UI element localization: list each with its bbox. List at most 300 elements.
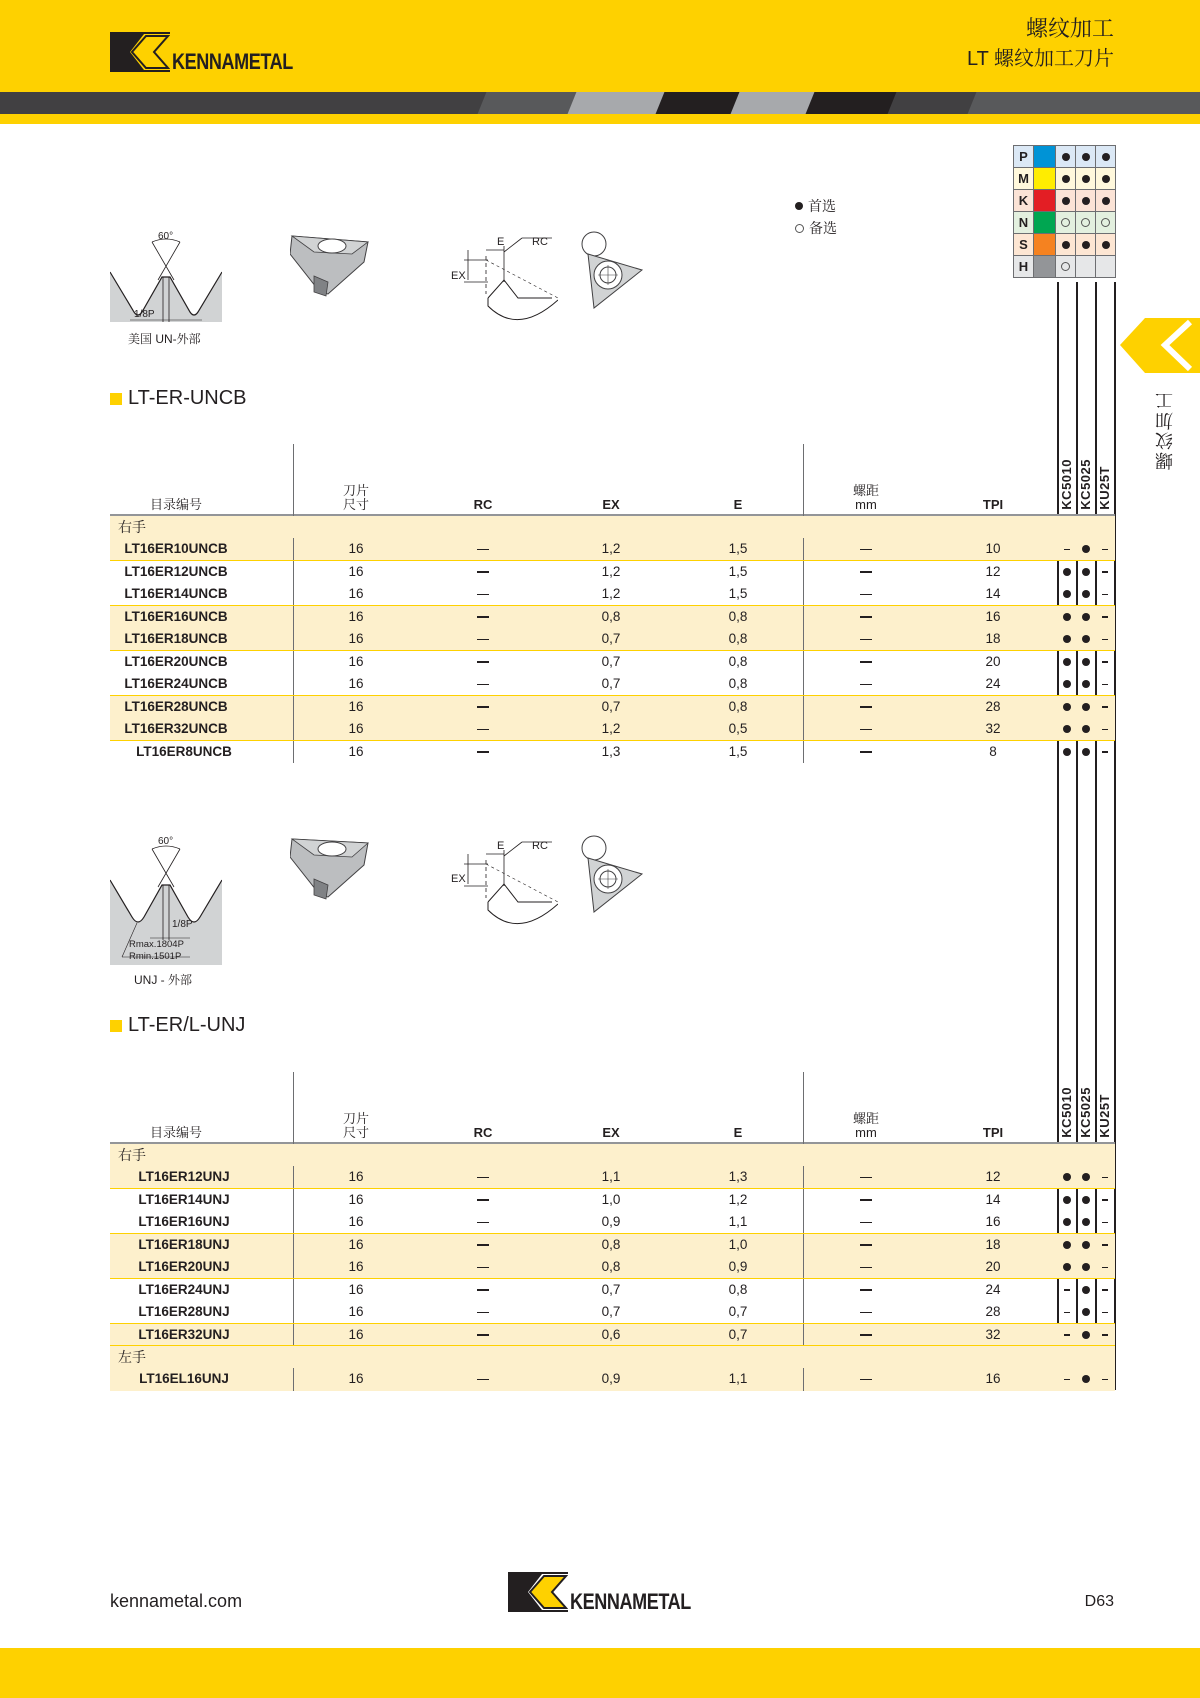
grade-availability	[1058, 696, 1076, 719]
grade-availability	[1096, 1211, 1114, 1234]
grade-availability	[1077, 1368, 1095, 1391]
column-header-e: E	[733, 497, 743, 512]
filled-dot-icon	[1082, 725, 1090, 733]
column-divider	[803, 583, 804, 606]
product-table-uncb	[110, 436, 1115, 763]
dash-icon	[860, 1334, 872, 1335]
table-row[interactable]	[110, 1279, 1115, 1302]
grade-availability	[1096, 1368, 1114, 1391]
insert-size: 16	[348, 698, 364, 714]
grade-suitability	[1096, 212, 1116, 234]
tpi-value: 12	[985, 1169, 1001, 1184]
material-row-k	[1014, 190, 1116, 212]
angle-label: 60°	[158, 836, 174, 847]
side-tab-label: 螺纹加工	[1155, 390, 1175, 470]
grade-availability	[1077, 673, 1095, 696]
e-value: 1,5	[728, 586, 748, 601]
e-value: 1,5	[728, 743, 748, 759]
column-divider	[803, 1279, 804, 1302]
ex-value: 0,7	[601, 1304, 621, 1319]
rc-value	[453, 1166, 513, 1189]
pitch-mm-value	[836, 741, 896, 764]
grade-suitability	[1076, 256, 1096, 278]
e-value: 1,5	[728, 541, 748, 556]
tpi-value: 20	[985, 653, 1001, 669]
column-header-code: 目录编号	[149, 1125, 202, 1140]
filled-dot-icon	[1062, 175, 1070, 183]
insert-size: 16	[348, 563, 364, 579]
pitch-mm-value	[836, 1301, 896, 1324]
tpi-value: 28	[985, 698, 1001, 714]
insert-size: 16	[348, 1326, 364, 1342]
rc-value	[453, 651, 513, 674]
insert-size: 16	[348, 743, 364, 759]
dash-icon	[1102, 594, 1108, 596]
filled-dot-icon	[1082, 1263, 1090, 1271]
grade-availability	[1096, 561, 1114, 584]
table-row[interactable]	[110, 1211, 1115, 1234]
material-color-swatch	[1034, 234, 1056, 256]
angle-label: 60°	[158, 231, 174, 242]
column-header-tpi: TPI	[982, 497, 1004, 512]
tpi-value: 16	[985, 1214, 1001, 1229]
table-row[interactable]	[110, 1234, 1115, 1257]
section-title-text: LT-ER/L-UNJ	[128, 1014, 246, 1036]
pitch-mm-value	[836, 1368, 896, 1391]
column-divider	[293, 1301, 294, 1324]
dash-icon	[860, 549, 872, 550]
grade-suitability	[1076, 212, 1096, 234]
insert-size: 16	[348, 653, 364, 669]
column-divider	[293, 1234, 294, 1257]
filled-dot-icon	[1082, 241, 1090, 249]
column-header-pitch: 螺距 mm	[852, 483, 879, 512]
table-row[interactable]	[110, 1368, 1115, 1391]
ex-value: 0,8	[601, 1236, 621, 1252]
table-row[interactable]	[110, 1324, 1115, 1347]
rc-value	[453, 1256, 513, 1279]
filled-dot-icon	[1082, 1241, 1090, 1249]
pitch-mm-value	[836, 1279, 896, 1302]
insert-size: 16	[348, 608, 364, 624]
filled-dot-icon	[1082, 1331, 1090, 1339]
column-divider	[803, 606, 804, 629]
e-value: 0,8	[728, 1281, 748, 1297]
filled-dot-icon	[1102, 241, 1110, 249]
filled-dot-icon	[1082, 1375, 1090, 1383]
dash-icon	[860, 594, 872, 595]
grade-availability	[1077, 718, 1095, 741]
insert-3d-image	[290, 232, 375, 307]
tpi-value: 14	[985, 586, 1001, 601]
material-group-table	[1013, 145, 1116, 278]
column-divider	[293, 1279, 294, 1302]
rc-value	[453, 1368, 513, 1391]
pitch-label: 1/8P	[172, 919, 193, 930]
row-separator	[110, 740, 1115, 742]
insert-size: 16	[348, 631, 364, 646]
grade-suitability	[1096, 256, 1116, 278]
grade-suitability	[1096, 168, 1116, 190]
dash-icon	[860, 661, 872, 662]
rmax-label: Rmax.1804P	[129, 939, 184, 950]
column-divider	[293, 1368, 294, 1391]
dash-icon	[1102, 706, 1108, 708]
kennametal-k-icon	[508, 1572, 568, 1612]
dash-icon	[477, 1199, 489, 1200]
e-value: 0,7	[728, 1304, 748, 1319]
e-value: 0,5	[728, 721, 748, 736]
filled-dot-icon	[1082, 680, 1090, 688]
rc-value	[453, 1189, 513, 1212]
catalog-number: LT16ER20UNJ	[138, 1259, 230, 1274]
column-divider	[293, 1166, 294, 1189]
e-value: 1,1	[728, 1214, 748, 1229]
pitch-mm-value	[836, 1211, 896, 1234]
filled-dot-icon	[1082, 635, 1090, 643]
column-divider	[803, 696, 804, 719]
grade-availability	[1077, 1211, 1095, 1234]
table-row[interactable]	[110, 628, 1115, 651]
grade-suitability	[1096, 190, 1116, 212]
grade-suitability	[1056, 190, 1076, 212]
column-divider	[803, 1324, 804, 1347]
material-row-n	[1014, 212, 1116, 234]
grade-availability	[1096, 1324, 1114, 1347]
filled-dot-icon	[1063, 635, 1071, 643]
catalog-number: LT16ER14UNCB	[124, 586, 228, 601]
grade-suitability	[1056, 234, 1076, 256]
legend-preferred-label: 首选	[808, 198, 836, 214]
rc-value	[453, 561, 513, 584]
dash-icon	[860, 639, 872, 640]
table-row[interactable]	[110, 651, 1115, 674]
row-separator	[110, 560, 1115, 562]
row-separator	[110, 1323, 1115, 1325]
pitch-mm-value	[836, 561, 896, 584]
filled-dot-icon	[1082, 175, 1090, 183]
table-row[interactable]	[110, 718, 1115, 741]
table-row[interactable]	[110, 606, 1115, 629]
filled-dot-icon	[795, 202, 803, 210]
dash-icon	[477, 1177, 489, 1178]
pitch-mm-value	[836, 538, 896, 561]
grade-suitability	[1056, 146, 1076, 168]
filled-dot-icon	[1082, 703, 1090, 711]
grade-availability	[1096, 606, 1114, 629]
footer-url[interactable]: kennametal.com	[110, 1591, 243, 1611]
dash-icon	[860, 1199, 872, 1200]
insert-size: 16	[348, 586, 364, 601]
row-separator	[110, 1278, 1115, 1280]
footer-kennametal-logo	[508, 1572, 717, 1612]
dash-icon	[1102, 1334, 1108, 1336]
tpi-value: 14	[985, 1191, 1001, 1207]
diagram-caption: UNJ - 外部	[134, 973, 192, 987]
grade-availability	[1058, 1211, 1076, 1234]
ex-value: 1,2	[601, 586, 621, 601]
e-value: 0,8	[728, 653, 748, 669]
dash-icon	[860, 1379, 872, 1380]
column-divider	[803, 741, 804, 764]
header-title-line2: LT 螺纹加工刀片	[966, 48, 1114, 70]
rc-value	[453, 741, 513, 764]
pitch-mm-value	[836, 1256, 896, 1279]
column-divider	[803, 1072, 804, 1144]
grade-availability	[1077, 1189, 1095, 1212]
ex-value: 0,8	[601, 608, 621, 624]
tpi-value: 24	[985, 1281, 1001, 1297]
header-title-line1: 螺纹加工	[1025, 16, 1114, 41]
filled-dot-icon	[1062, 153, 1070, 161]
rc-value	[453, 696, 513, 719]
rc-value	[453, 606, 513, 629]
e-dimension-label: E	[497, 236, 505, 248]
dash-icon	[860, 616, 872, 617]
filled-dot-icon	[1082, 1218, 1090, 1226]
dash-icon	[1102, 639, 1108, 641]
catalog-number: LT16ER16UNCB	[124, 608, 228, 624]
column-divider	[803, 628, 804, 651]
open-dot-icon	[795, 224, 804, 233]
dash-icon	[477, 571, 489, 572]
e-value: 1,2	[728, 1191, 748, 1207]
table-row[interactable]	[110, 561, 1115, 584]
rc-value	[453, 673, 513, 696]
rc-value	[453, 1279, 513, 1302]
catalog-number: LT16ER14UNJ	[138, 1191, 230, 1207]
filled-dot-icon	[1063, 748, 1071, 756]
insert-size: 16	[348, 1371, 364, 1386]
filled-dot-icon	[1082, 590, 1090, 598]
section-tab-marker	[1120, 318, 1200, 373]
grade-availability	[1096, 741, 1114, 764]
grade-availability	[1058, 1324, 1076, 1347]
column-divider	[293, 561, 294, 584]
dash-icon	[477, 661, 489, 662]
column-divider	[803, 673, 804, 696]
dash-icon	[860, 729, 872, 730]
grade-availability	[1058, 1166, 1076, 1189]
dash-icon	[860, 1244, 872, 1245]
grade-availability	[1077, 651, 1095, 674]
grade-availability	[1058, 1279, 1076, 1302]
grade-suitability	[1076, 146, 1096, 168]
grade-availability	[1096, 628, 1114, 651]
rc-value	[453, 1234, 513, 1257]
chevron-left-icon	[1120, 318, 1200, 373]
ex-value: 1,2	[601, 563, 621, 579]
grade-availability	[1096, 651, 1114, 674]
e-value: 0,7	[728, 1326, 748, 1342]
page-number: D63	[1084, 1593, 1114, 1610]
filled-dot-icon	[1082, 197, 1090, 205]
grade-availability	[1096, 1189, 1114, 1212]
ex-dimension-label: EX	[451, 270, 466, 282]
section-title-unj	[110, 1014, 245, 1037]
tpi-value: 18	[985, 1236, 1001, 1252]
ex-value: 1,0	[601, 1191, 621, 1207]
grade-availability	[1058, 561, 1076, 584]
grade-availability	[1077, 1166, 1095, 1189]
column-header-grade-kc5025: KC5025	[1078, 1087, 1093, 1138]
catalog-number: LT16EL16UNJ	[139, 1371, 229, 1386]
header-stripe	[0, 92, 1200, 114]
table-row[interactable]	[110, 538, 1115, 561]
filled-dot-icon	[1063, 1263, 1071, 1271]
catalog-number: LT16ER28UNCB	[124, 698, 228, 714]
material-group-letter: K	[1014, 190, 1034, 212]
row-group-label: 右手	[110, 1144, 1115, 1166]
filled-dot-icon	[1063, 658, 1071, 666]
rc-value	[453, 1324, 513, 1347]
grade-availability	[1077, 1324, 1095, 1347]
column-divider	[293, 444, 294, 516]
column-divider	[293, 628, 294, 651]
grade-availability	[1096, 1234, 1114, 1257]
grade-availability	[1096, 718, 1114, 741]
column-divider	[293, 696, 294, 719]
grade-suitability	[1076, 234, 1096, 256]
column-divider	[293, 1072, 294, 1144]
table-row[interactable]	[110, 696, 1115, 719]
filled-dot-icon	[1082, 658, 1090, 666]
dash-icon	[1102, 684, 1108, 686]
pitch-mm-value	[836, 606, 896, 629]
column-header-rc: RC	[473, 1125, 493, 1140]
rc-value	[453, 1301, 513, 1324]
grade-suitability	[1056, 168, 1076, 190]
column-divider	[803, 538, 804, 561]
grade-availability	[1058, 583, 1076, 606]
rc-value	[453, 538, 513, 561]
catalog-number: LT16ER8UNCB	[136, 743, 232, 759]
e-value: 0,8	[728, 631, 748, 646]
pitch-mm-value	[836, 718, 896, 741]
row-separator	[110, 650, 1115, 652]
filled-dot-icon	[1063, 590, 1071, 598]
column-divider	[293, 606, 294, 629]
e-value: 0,8	[728, 676, 748, 691]
dash-icon	[1102, 729, 1108, 731]
header-yellow-band	[0, 114, 1200, 124]
catalog-number: LT16ER10UNCB	[124, 541, 228, 556]
ex-value: 0,6	[601, 1326, 621, 1342]
insert-size: 16	[348, 721, 364, 736]
filled-dot-icon	[1082, 1286, 1090, 1294]
column-header-grade-kc5025: KC5025	[1078, 459, 1093, 510]
grade-suitability	[1056, 212, 1076, 234]
pitch-mm-value	[836, 1189, 896, 1212]
table-row[interactable]	[110, 1256, 1115, 1279]
ex-value: 1,2	[601, 721, 621, 736]
table-row[interactable]	[110, 1166, 1115, 1189]
column-divider	[803, 1368, 804, 1391]
ex-value: 1,2	[601, 541, 621, 556]
e-value: 0,8	[728, 608, 748, 624]
column-divider	[803, 444, 804, 516]
pitch-mm-value	[836, 583, 896, 606]
filled-dot-icon	[1063, 1196, 1071, 1204]
insert-size: 16	[348, 1281, 364, 1297]
dash-icon	[477, 549, 489, 550]
grade-availability	[1058, 1234, 1076, 1257]
row-separator	[110, 605, 1115, 607]
table-row[interactable]	[110, 741, 1115, 764]
dash-icon	[860, 1289, 872, 1290]
pitch-mm-value	[836, 651, 896, 674]
dash-icon	[477, 1267, 489, 1268]
filled-dot-icon	[1063, 613, 1071, 621]
material-group-letter: M	[1014, 168, 1034, 190]
filled-dot-icon	[1082, 153, 1090, 161]
dash-icon	[1102, 1177, 1108, 1179]
grade-availability	[1077, 1279, 1095, 1302]
open-dot-icon	[1061, 218, 1070, 227]
ex-value: 1,3	[601, 743, 621, 759]
ex-value: 0,7	[601, 1281, 621, 1297]
table-row[interactable]	[110, 583, 1115, 606]
filled-dot-icon	[1102, 197, 1110, 205]
filled-dot-icon	[1063, 703, 1071, 711]
grade-suitability	[1056, 256, 1076, 278]
section-title-text: LT-ER-UNCB	[128, 387, 247, 409]
ex-dimension-label: EX	[451, 873, 466, 885]
legend-preferred	[795, 195, 837, 217]
column-divider	[293, 538, 294, 561]
dash-icon	[477, 639, 489, 640]
insert-size: 16	[348, 1169, 364, 1184]
insert-size: 16	[348, 676, 364, 691]
grade-availability	[1058, 1189, 1076, 1212]
insert-top-view	[580, 230, 650, 315]
dash-icon	[860, 1312, 872, 1313]
grade-availability	[1096, 583, 1114, 606]
filled-dot-icon	[1082, 1173, 1090, 1181]
dash-icon	[1064, 1289, 1070, 1291]
grade-availability	[1096, 1279, 1114, 1302]
grade-availability	[1058, 1368, 1076, 1391]
row-separator	[110, 1233, 1115, 1235]
grade-availability	[1058, 718, 1076, 741]
column-header-code: 目录编号	[149, 497, 202, 512]
dash-icon	[477, 1312, 489, 1313]
dash-icon	[1102, 1267, 1108, 1269]
dash-icon	[477, 1244, 489, 1245]
e-value: 1,3	[728, 1169, 748, 1184]
table-row[interactable]	[110, 1189, 1115, 1212]
grade-availability	[1096, 1256, 1114, 1279]
table-row[interactable]	[110, 1301, 1115, 1324]
column-header-grade-ku25t: KU25T	[1097, 1094, 1112, 1138]
column-header-e: E	[733, 1125, 743, 1140]
filled-dot-icon	[1082, 613, 1090, 621]
column-divider	[293, 583, 294, 606]
dash-icon	[1102, 1289, 1108, 1291]
grade-availability	[1077, 583, 1095, 606]
e-dimension-label: E	[497, 840, 505, 852]
grade-suitability	[1096, 234, 1116, 256]
column-divider	[803, 1166, 804, 1189]
open-dot-icon	[1081, 218, 1090, 227]
column-header-rc: RC	[473, 497, 493, 512]
tpi-value: 10	[985, 541, 1001, 556]
catalog-number: LT16ER24UNJ	[138, 1281, 230, 1297]
ex-value: 0,7	[601, 631, 621, 646]
dash-icon	[1102, 1312, 1108, 1314]
table-row[interactable]	[110, 673, 1115, 696]
grade-availability	[1077, 741, 1095, 764]
